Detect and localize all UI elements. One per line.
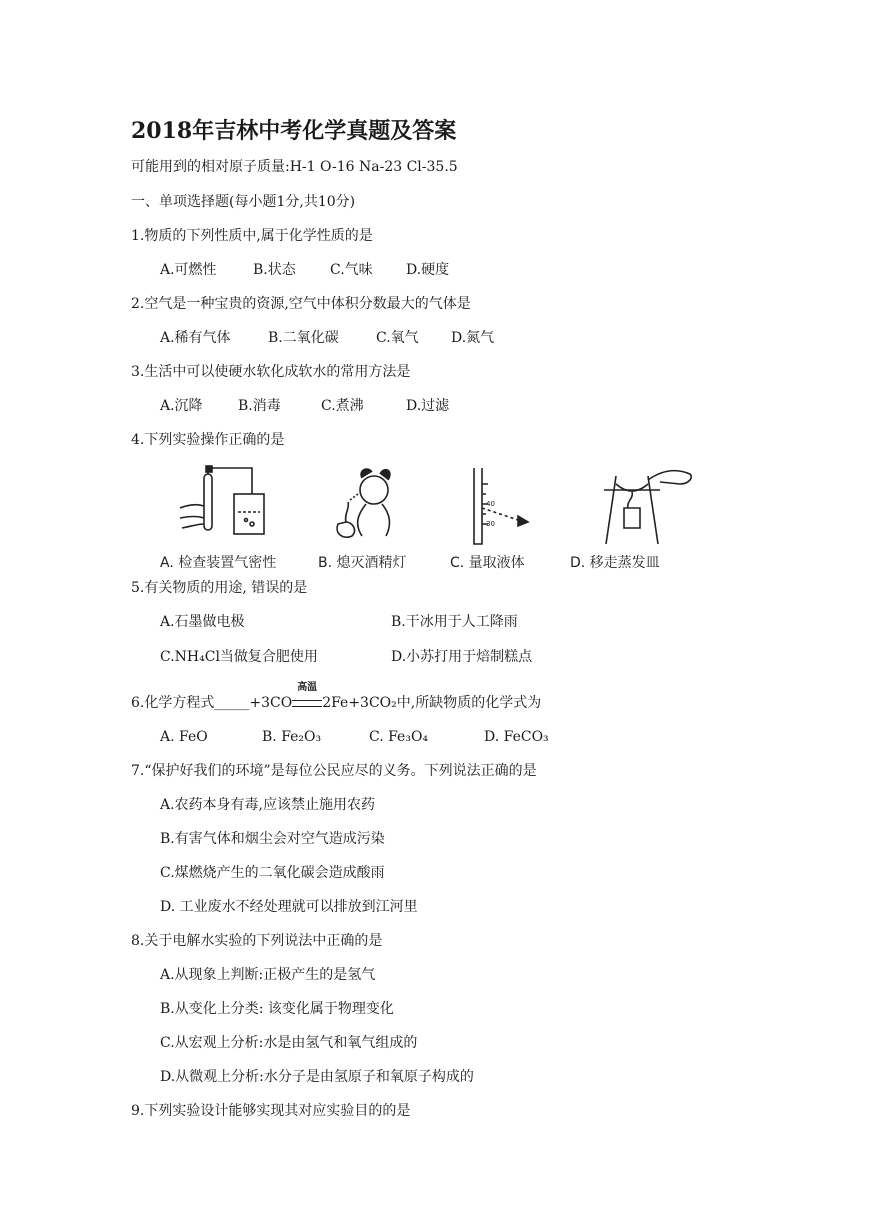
question-7-stem: 7.“保护好我们的环境”是每位公民应尽的义务。下列说法正确的是 (131, 763, 537, 779)
page-title: 2018年吉林中考化学真题及答案 (131, 118, 457, 144)
q6-blank: _____ (214, 695, 250, 711)
figure-d-caption: D. 移走蒸发皿 (570, 555, 660, 571)
graduated-cylinder-icon (460, 464, 550, 548)
question-2-stem: 2.空气是一种宝贵的资源,空气中体积分数最大的气体是 (131, 296, 471, 312)
reaction-condition (292, 682, 322, 707)
q6-option-d: D. FeCO₃ (484, 729, 549, 745)
q3-option-d: D.过滤 (406, 398, 450, 414)
q2-option-a: A.稀有气体 (160, 330, 231, 346)
q7-option-d: D. 工业废水不经处理就可以排放到江河里 (160, 899, 418, 915)
q8-option-d: D.从微观上分析:水分子是由氢原子和氧原子构成的 (160, 1069, 474, 1085)
q1-option-a: A.可燃性 (160, 262, 217, 278)
q5-option-d: D.小苏打用于焙制糕点 (391, 649, 533, 665)
q3-option-c: C.煮沸 (321, 398, 364, 414)
svg-text:40: 40 (486, 500, 495, 508)
question-5-stem: 5.有关物质的用途, 错误的是 (131, 580, 308, 596)
q3-option-b: B.消毒 (238, 398, 281, 414)
q8-option-b: B.从变化上分类: 该变化属于物理变化 (160, 1001, 394, 1017)
q7-option-a: A.农药本身有毒,应该禁止施用农药 (160, 797, 376, 813)
atomic-masses: 可能用到的相对原子质量:H-1 O-16 Na-23 Cl-35.5 (131, 159, 458, 175)
q6-stem-suffix: 中,所缺物质的化学式为 (396, 695, 542, 711)
q1-option-d: D.硬度 (406, 262, 450, 278)
question-9-stem: 9.下列实验设计能够实现其对应实验目的的是 (131, 1103, 411, 1119)
q6-stem-prefix: 6.化学方程式 (131, 695, 215, 711)
question-1-stem: 1.物质的下列性质中,属于化学性质的是 (131, 228, 373, 244)
question-4-stem: 4.下列实验操作正确的是 (131, 432, 285, 448)
extinguish-lamp-icon (318, 464, 408, 548)
q5-option-a: A.石墨做电极 (160, 614, 245, 630)
q6-option-a: A. FeO (160, 729, 208, 745)
q5-option-b: B.干冰用于人工降雨 (391, 614, 518, 630)
question-3-stem: 3.生活中可以使硬水软化成软水的常用方法是 (131, 364, 411, 380)
q2-option-c: C.氧气 (376, 330, 419, 346)
q3-option-a: A.沉降 (160, 398, 203, 414)
section-heading: 一、单项选择题(每小题1分,共10分) (131, 194, 356, 210)
figure-c-caption: C. 量取液体 (450, 555, 525, 571)
q6-option-b: B. Fe₂O₃ (262, 729, 322, 745)
q6-eq-left: +3CO (249, 695, 293, 711)
q8-option-a: A.从现象上判断:正极产生的是氢气 (160, 967, 376, 983)
figure-a-caption: A. 检查装置气密性 (160, 555, 277, 571)
q1-option-b: B.状态 (253, 262, 296, 278)
airtightness-check-icon (172, 464, 292, 548)
evaporating-dish-icon (600, 464, 700, 548)
q2-option-b: B.二氧化碳 (268, 330, 339, 346)
question-6-stem (131, 682, 542, 713)
q5-option-c: C.NH₄Cl当做复合肥使用 (160, 649, 318, 665)
q8-option-c: C.从宏观上分析:水是由氢气和氧气组成的 (160, 1035, 418, 1051)
condition-text: 高温 (297, 682, 318, 693)
q1-option-c: C.气味 (330, 262, 373, 278)
q4-figures (160, 464, 720, 574)
q6-option-c: C. Fe₃O₄ (369, 729, 429, 745)
q2-option-d: D.氮气 (451, 330, 495, 346)
question-8-stem: 8.关于电解水实验的下列说法中正确的是 (131, 933, 383, 949)
figure-b-caption: B. 熄灭酒精灯 (318, 555, 407, 571)
q7-option-c: C.煤燃烧产生的二氧化碳会造成酸雨 (160, 865, 385, 881)
q7-option-b: B.有害气体和烟尘会对空气造成污染 (160, 831, 385, 847)
q6-eq-right: 2Fe+3CO₂ (322, 695, 397, 711)
svg-text:30: 30 (486, 520, 495, 528)
